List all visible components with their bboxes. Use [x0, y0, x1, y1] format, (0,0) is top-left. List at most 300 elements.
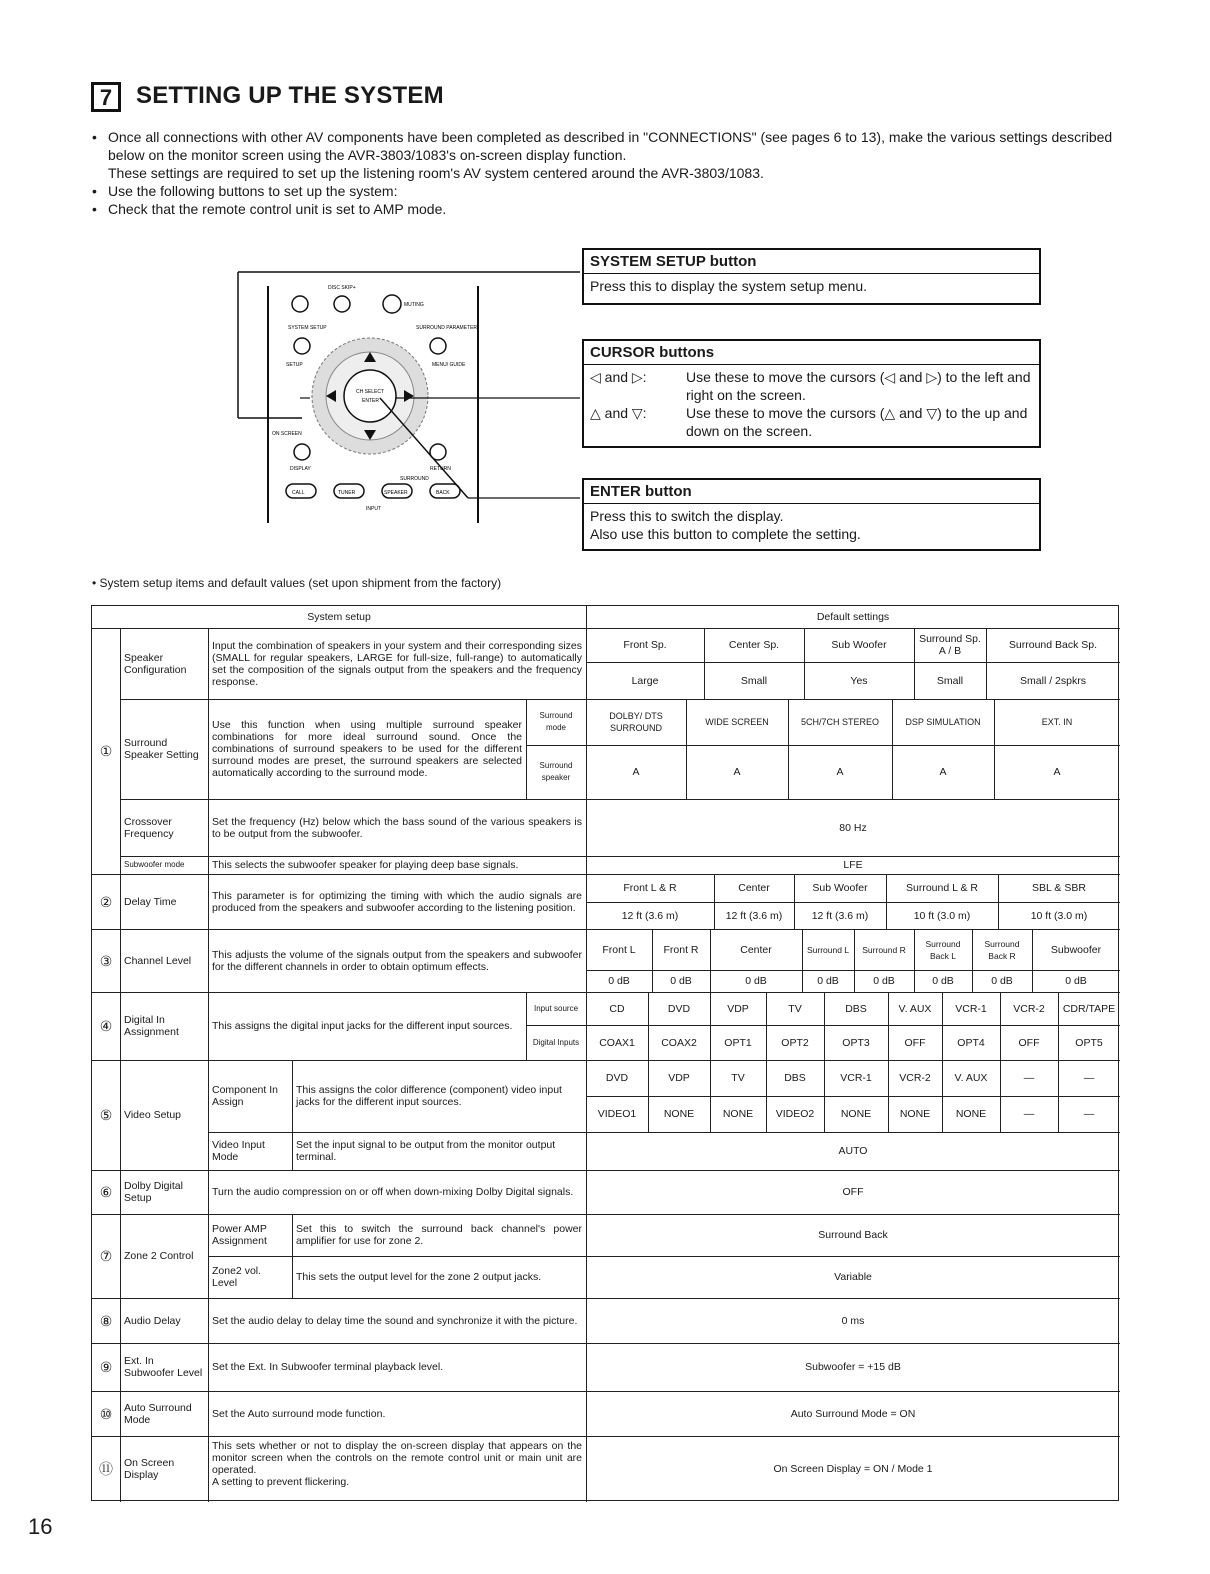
delay-head-2-text: Sub Woofer [812, 882, 868, 894]
digital-source-5-text: V. AUX [898, 1002, 932, 1015]
video-setup-label-text: Video Setup [124, 1109, 182, 1121]
component-in-desc [292, 1060, 586, 1132]
digital-source-4 [824, 992, 888, 1025]
power-amp-desc-text: Set this to switch the surround back channel's power amplifier for use for zone 2. [296, 1223, 582, 1247]
component-in-label [208, 1060, 292, 1132]
channel-level-label-text: Channel Level [124, 954, 192, 967]
bullet-continuation: These settings are required to set up the listening room's AV system centered around the AVR-3803/1083. [108, 165, 764, 181]
component-input-2 [710, 1096, 766, 1132]
on-screen-display-label [120, 1436, 208, 1502]
delay-head-0 [586, 874, 714, 902]
surround-speaker-3 [892, 745, 994, 799]
on-screen-display-desc-note: A setting to prevent flickering. [212, 1476, 350, 1488]
channel-value-7 [1032, 970, 1120, 992]
enter-callout-text-2: Also use this button to complete the setting. [590, 526, 861, 542]
remote-label-surround: SURROUND [400, 476, 429, 482]
digital-in-label-text: Digital In Assignment [124, 1014, 179, 1038]
remote-label-tuner: TUNER [338, 490, 356, 496]
cursor-callout [582, 339, 1041, 448]
row-number-10 [92, 1391, 120, 1436]
digital-source-7-text: VCR-2 [1013, 1002, 1045, 1015]
channel-head-2 [710, 929, 802, 970]
dolby-digital-value-text: OFF [842, 1186, 864, 1198]
remote-label-disc-skip: DISC SKIP+ [328, 285, 356, 291]
component-input-7-text: — [1023, 1108, 1035, 1120]
subwoofer-mode-desc [208, 856, 586, 874]
component-source-3-text: DBS [784, 1072, 806, 1084]
auto-surround-desc-text: Set the Auto surround mode function. [212, 1407, 386, 1420]
component-input-4 [824, 1096, 888, 1132]
speaker-config-value-4-text: Small / 2spkrs [1020, 674, 1086, 687]
dolby-digital-value [586, 1170, 1120, 1214]
cursor-lr-text: Use these to move the cursors (◁ and ▷) to the left and right on the screen. [686, 369, 1031, 403]
component-input-3-text: VIDEO2 [775, 1108, 815, 1120]
delay-head-2 [794, 874, 886, 902]
speaker-config-head-2 [804, 628, 914, 662]
digital-input-2-text: OPT1 [724, 1036, 752, 1049]
speaker-config-head-4-text: Surround Back Sp. [1008, 639, 1098, 651]
delay-value-0-text: 12 ft (3.6 m) [621, 909, 679, 922]
auto-surround-label [120, 1391, 208, 1436]
video-input-mode-label [208, 1132, 292, 1170]
channel-value-7-text: 0 dB [1065, 975, 1087, 987]
digital-source-5 [888, 992, 942, 1025]
digital-input-3-text: OPT2 [781, 1036, 809, 1049]
cursor-ud-text: Use these to move the cursors (△ and ▽) to the up and down on the screen. [686, 405, 1028, 439]
speaker-config-head-0-text: Front Sp. [623, 639, 667, 651]
delay-value-2-text: 12 ft (3.6 m) [811, 909, 869, 922]
channel-head-4-text: Surround R [862, 944, 906, 955]
digital-inputs-label-text: Digital Inputs [532, 1037, 580, 1047]
remote-label-muting: MUTING [404, 302, 424, 308]
channel-level-label [120, 929, 208, 992]
row-number-4 [92, 992, 120, 1060]
row-number-7 [92, 1214, 120, 1298]
channel-value-6-text: 0 dB [991, 975, 1013, 987]
row-number-9-text: ⑨ [99, 1359, 113, 1375]
bullet-item: • Check that the remote control unit is set to AMP mode. [92, 200, 1132, 218]
digital-source-8 [1058, 992, 1120, 1025]
surround-speaker-1 [686, 745, 788, 799]
component-source-1 [648, 1060, 710, 1096]
input-source-label [526, 992, 586, 1025]
dolby-digital-label-text: Dolby Digital Setup [124, 1180, 183, 1204]
digital-input-5 [888, 1025, 942, 1060]
channel-level-desc [208, 929, 586, 992]
row-number-6-text: ⑥ [99, 1184, 113, 1200]
component-input-5 [888, 1096, 942, 1132]
subwoofer-mode-label-text: Subwoofer mode [124, 860, 185, 869]
delay-value-3 [886, 902, 998, 929]
input-source-label-text: Input source [533, 1003, 579, 1013]
remote-label-menu-guide: MENU/ GUIDE [432, 362, 466, 368]
channel-value-0-text: 0 dB [608, 975, 630, 987]
speaker-config-head-3-text: Surround Sp. A / B [919, 633, 981, 657]
component-source-4-text: VCR-1 [840, 1072, 872, 1084]
delay-head-0-text: Front L & R [623, 882, 677, 894]
page-number: 16 [28, 1514, 53, 1539]
crossover-value-text: 80 Hz [839, 821, 867, 834]
component-in-label-text: Component In Assign [212, 1084, 278, 1108]
speaker-config-value-1-text: Small [740, 674, 768, 687]
video-input-mode-value [586, 1132, 1120, 1170]
ext-in-sub-value-text: Subwoofer = +15 dB [805, 1361, 901, 1373]
surround-speaker-sublabel-text: Surround speaker [539, 761, 573, 782]
speaker-config-desc-text: Input the combination of speakers in your system and their corresponding sizes (SMALL for regular speakers, LARGE for full-size, full-range) to automatically set the composition of the signals output from the speakers and the frequency response. [212, 639, 582, 688]
video-input-mode-desc-text: Set the input signal to be output from the monitor output terminal. [296, 1139, 556, 1163]
row-number-7-text: ⑦ [99, 1248, 113, 1264]
surround-mode-4-text: EXT. IN [1041, 717, 1073, 727]
speaker-config-label-text: Speaker Configuration [124, 651, 187, 676]
bullet-item: • Once all connections with other AV components have been completed as described in "CONNECTIONS" (see pages 6 to 13), make the various settings described below on the monitor screen using the AVR-3803/1083's on-screen display function. [92, 128, 1132, 164]
channel-value-6 [972, 970, 1032, 992]
component-input-0-text: VIDEO1 [597, 1108, 637, 1120]
row-number-2 [92, 874, 120, 929]
cursor-callout-title: CURSOR buttons [584, 341, 1039, 365]
on-screen-display-value [586, 1436, 1120, 1502]
channel-value-0 [586, 970, 652, 992]
surround-mode-4 [994, 699, 1120, 745]
surround-mode-1-text: WIDE SCREEN [705, 717, 769, 727]
channel-value-4-text: 0 dB [873, 975, 895, 987]
section-number: 7 [91, 82, 121, 112]
component-input-2-text: NONE [722, 1108, 754, 1120]
ext-in-sub-desc-text: Set the Ext. In Subwoofer terminal playback level. [212, 1361, 444, 1373]
remote-label-enter: ENTER [362, 398, 379, 404]
digital-input-0 [586, 1025, 648, 1060]
surround-speaker-desc [208, 699, 526, 799]
channel-head-5 [914, 929, 972, 970]
digital-input-8-text: OPT5 [1075, 1036, 1103, 1049]
digital-inputs-label [526, 1025, 586, 1060]
remote-label-on-screen: ON SCREEN [272, 431, 302, 437]
component-in-desc-text: This assigns the color difference (component) video input jacks for the different input sources. [296, 1084, 562, 1108]
delay-value-1 [714, 902, 794, 929]
digital-input-3 [766, 1025, 824, 1060]
channel-value-2 [710, 970, 802, 992]
digital-source-3-text: TV [788, 1002, 802, 1015]
surround-speaker-3-text: A [939, 766, 947, 778]
component-source-2 [710, 1060, 766, 1096]
surround-mode-0-text: DOLBY/ DTS SURROUND [609, 711, 663, 733]
header-default-settings-text: Default settings [816, 611, 890, 623]
channel-value-3 [802, 970, 854, 992]
digital-input-5-text: OFF [904, 1036, 926, 1049]
component-input-6-text: NONE [955, 1108, 987, 1120]
on-screen-display-desc [208, 1436, 586, 1502]
delay-value-2 [794, 902, 886, 929]
remote-label-system-setup: SYSTEM SETUP [288, 325, 327, 331]
digital-input-1 [648, 1025, 710, 1060]
speaker-config-value-2 [804, 662, 914, 699]
remote-control-illustration [230, 248, 590, 528]
system-setup-callout [582, 248, 1041, 305]
channel-head-2-text: Center [740, 943, 772, 956]
speaker-config-head-4 [986, 628, 1120, 662]
component-input-7 [1000, 1096, 1058, 1132]
digital-input-8 [1058, 1025, 1120, 1060]
channel-head-7 [1032, 929, 1120, 970]
channel-head-3 [802, 929, 854, 970]
channel-head-4 [854, 929, 914, 970]
digital-source-0-text: CD [609, 1002, 625, 1015]
digital-in-desc [208, 992, 526, 1060]
surround-mode-label-text: Surround mode [539, 711, 573, 732]
subwoofer-mode-label [120, 856, 208, 874]
component-source-1-text: VDP [668, 1072, 690, 1084]
delay-head-1-text: Center [738, 882, 770, 894]
delay-head-3-text: Surround L & R [906, 882, 978, 894]
page-title: SETTING UP THE SYSTEM [136, 82, 444, 109]
channel-head-7-text: Subwoofer [1050, 943, 1102, 956]
component-input-6 [942, 1096, 1000, 1132]
delay-head-1 [714, 874, 794, 902]
speaker-config-value-2-text: Yes [850, 674, 868, 687]
power-amp-label [208, 1214, 292, 1256]
surround-mode-1 [686, 699, 788, 745]
component-input-4-text: NONE [840, 1108, 872, 1120]
digital-source-8-text: CDR/TAPE [1062, 1002, 1116, 1015]
zone2-vol-desc [292, 1256, 586, 1298]
row-number-1-text: ① [99, 743, 113, 759]
component-input-8 [1058, 1096, 1120, 1132]
zone2-vol-value [586, 1256, 1120, 1298]
component-source-7 [1000, 1060, 1058, 1096]
speaker-config-head-2-text: Sub Woofer [831, 639, 887, 651]
audio-delay-value [586, 1298, 1120, 1343]
row-number-5 [92, 1060, 120, 1170]
digital-input-0-text: COAX1 [599, 1036, 635, 1049]
speaker-config-value-0 [586, 662, 704, 699]
zone2-vol-label-text: Zone2 vol. Level [212, 1265, 262, 1289]
zone2-control-label-text: Zone 2 Control [124, 1250, 194, 1262]
channel-level-desc-text: This adjusts the volume of the signals output from the speakers and subwoofer for the different channels in order to obtain optimum effects. [212, 948, 582, 973]
subwoofer-mode-value [586, 856, 1120, 874]
digital-input-7 [1000, 1025, 1058, 1060]
delay-time-label [120, 874, 208, 929]
surround-speaker-label [120, 699, 208, 799]
row-number-1 [92, 628, 120, 874]
speaker-config-head-3 [914, 628, 986, 662]
surround-speaker-4 [994, 745, 1120, 799]
component-input-0 [586, 1096, 648, 1132]
crossover-value [586, 799, 1120, 856]
cursor-lr-key: ◁ and ▷: [590, 369, 647, 385]
speaker-config-value-4 [986, 662, 1120, 699]
ext-in-sub-desc [208, 1343, 586, 1391]
component-source-5-text: VCR-2 [899, 1072, 931, 1084]
digital-source-7 [1000, 992, 1058, 1025]
digital-input-7-text: OFF [1018, 1036, 1040, 1049]
channel-head-0-text: Front L [602, 943, 636, 956]
speaker-config-label [120, 628, 208, 699]
ext-in-sub-value [586, 1343, 1120, 1391]
component-input-1 [648, 1096, 710, 1132]
delay-value-4 [998, 902, 1120, 929]
channel-head-3-text: Surround L [806, 944, 850, 955]
ext-in-sub-label [120, 1343, 208, 1391]
dolby-digital-label [120, 1170, 208, 1214]
channel-value-4 [854, 970, 914, 992]
speaker-config-desc [208, 628, 586, 699]
row-number-11 [92, 1436, 120, 1502]
digital-source-4-text: DBS [845, 1002, 867, 1015]
power-amp-value-text: Surround Back [818, 1229, 888, 1241]
remote-label-setup: SETUP [286, 362, 303, 368]
digital-in-desc-text: This assigns the digital input jacks for the different input sources. [212, 1020, 513, 1032]
power-amp-value [586, 1214, 1120, 1256]
row-number-6 [92, 1170, 120, 1214]
component-source-6-text: V. AUX [954, 1072, 988, 1084]
video-input-mode-label-text: Video Input Mode [212, 1139, 265, 1163]
crossover-label [120, 799, 208, 856]
row-number-5-text: ⑤ [99, 1107, 113, 1123]
table-note: • System setup items and default values (set upon shipment from the factory) [92, 576, 502, 590]
surround-mode-2-text: 5CH/7CH STEREO [800, 717, 880, 727]
row-number-10-text: ⑩ [99, 1405, 113, 1422]
channel-value-2-text: 0 dB [745, 975, 767, 987]
surround-speaker-1-text: A [733, 766, 741, 778]
component-source-3 [766, 1060, 824, 1096]
component-input-8-text: — [1083, 1108, 1095, 1120]
digital-input-2 [710, 1025, 766, 1060]
remote-label-display: DISPLAY [290, 466, 311, 472]
component-source-0-text: DVD [605, 1072, 629, 1084]
component-input-3 [766, 1096, 824, 1132]
enter-callout-title: ENTER button [584, 480, 1039, 504]
delay-time-label-text: Delay Time [124, 895, 177, 908]
surround-mode-0 [586, 699, 686, 745]
delay-value-0 [586, 902, 714, 929]
channel-head-6-text: Surround Back R [984, 938, 1020, 961]
surround-mode-3-text: DSP SIMULATION [905, 717, 981, 727]
dolby-digital-desc-text: Turn the audio compression on or off when down-mixing Dolby Digital signals. [212, 1186, 574, 1198]
speaker-config-value-1 [704, 662, 804, 699]
channel-head-5-text: Surround Back L [925, 938, 961, 961]
speaker-config-value-3-text: Small [936, 674, 964, 687]
speaker-config-head-1-text: Center Sp. [728, 639, 780, 651]
surround-mode-2 [788, 699, 892, 745]
crossover-desc [208, 799, 586, 856]
audio-delay-value-text: 0 ms [841, 1314, 865, 1327]
channel-value-5-text: 0 dB [932, 975, 954, 987]
delay-head-3 [886, 874, 998, 902]
dolby-digital-desc [208, 1170, 586, 1214]
subwoofer-mode-value-text: LFE [843, 859, 863, 871]
auto-surround-desc [208, 1391, 586, 1436]
zone2-vol-value-text: Variable [834, 1271, 872, 1283]
surround-speaker-0 [586, 745, 686, 799]
component-source-7-text: — [1023, 1072, 1035, 1084]
power-amp-label-text: Power AMP Assignment [212, 1223, 267, 1247]
digital-in-label [120, 992, 208, 1060]
audio-delay-label [120, 1298, 208, 1343]
digital-input-4-text: OPT3 [842, 1036, 870, 1049]
on-screen-display-label-text: On Screen Display [124, 1457, 175, 1481]
auto-surround-label-text: Auto Surround Mode [124, 1401, 192, 1426]
on-screen-display-value-text: On Screen Display = ON / Mode 1 [773, 1463, 933, 1475]
bullet-item: • Use the following buttons to set up the system: [92, 182, 1132, 200]
remote-label-call: CALL [292, 490, 305, 496]
cursor-ud-key: △ and ▽: [590, 405, 647, 421]
on-screen-display-desc-text: This sets whether or not to display the on-screen display that appears on the monitor screen when the controls on the remote control unit or main unit are operated. [212, 1440, 582, 1476]
delay-head-4 [998, 874, 1120, 902]
enter-callout-text-1: Press this to switch the display. [590, 508, 784, 524]
crossover-desc-text: Set the frequency (Hz) below which the bass sound of the various speakers is to be output from the subwoofer. [212, 815, 582, 840]
component-input-5-text: NONE [899, 1108, 931, 1120]
remote-label-return: RETURN [430, 466, 451, 472]
surround-mode-label [526, 699, 586, 745]
remote-label-ch-select: CH SELECT [356, 389, 385, 395]
row-number-11-text: ⑪ [99, 1461, 113, 1477]
speaker-config-head-1 [704, 628, 804, 662]
row-number-3 [92, 929, 120, 992]
audio-delay-desc [208, 1298, 586, 1343]
component-source-8 [1058, 1060, 1120, 1096]
row-number-9 [92, 1343, 120, 1391]
row-number-3-text: ③ [99, 952, 113, 969]
enter-callout [582, 478, 1041, 551]
zone2-vol-label [208, 1256, 292, 1298]
digital-source-6-text: VCR-1 [955, 1002, 987, 1015]
remote-label-speaker: SPEAKER [384, 490, 408, 496]
delay-value-1-text: 12 ft (3.6 m) [725, 909, 783, 922]
surround-speaker-0-text: A [632, 766, 640, 778]
digital-source-6 [942, 992, 1000, 1025]
channel-head-0 [586, 929, 652, 970]
channel-value-1 [652, 970, 710, 992]
row-number-4-text: ④ [99, 1018, 113, 1034]
header-default-settings [586, 606, 1120, 628]
audio-delay-desc-text: Set the audio delay to delay time the sound and synchronize it with the picture. [212, 1314, 578, 1327]
channel-head-6 [972, 929, 1032, 970]
surround-speaker-sublabel [526, 745, 586, 799]
digital-source-3 [766, 992, 824, 1025]
channel-head-1-text: Front R [663, 943, 699, 956]
row-number-8 [92, 1298, 120, 1343]
component-source-6 [942, 1060, 1000, 1096]
speaker-config-head-0 [586, 628, 704, 662]
delay-time-desc [208, 874, 586, 929]
video-input-mode-desc [292, 1132, 586, 1170]
component-source-5 [888, 1060, 942, 1096]
surround-speaker-4-text: A [1053, 766, 1061, 778]
digital-input-4 [824, 1025, 888, 1060]
delay-value-3-text: 10 ft (3.0 m) [913, 909, 971, 922]
component-source-8-text: — [1083, 1072, 1095, 1084]
digital-input-6-text: OPT4 [957, 1036, 985, 1049]
component-source-0 [586, 1060, 648, 1096]
channel-value-5 [914, 970, 972, 992]
surround-speaker-2 [788, 745, 892, 799]
digital-source-1 [648, 992, 710, 1025]
zone2-control-label [120, 1214, 208, 1298]
delay-head-4-text: SBL & SBR [1032, 882, 1086, 894]
remote-label-surround-parameter: SURROUND PARAMETER [416, 325, 478, 331]
digital-source-2-text: VDP [727, 1002, 749, 1015]
system-setup-callout-title: SYSTEM SETUP button [584, 250, 1039, 274]
video-setup-label [120, 1060, 208, 1170]
row-number-8-text: ⑧ [99, 1312, 113, 1329]
surround-speaker-label-text: Surround Speaker Setting [124, 737, 199, 761]
audio-delay-label-text: Audio Delay [124, 1314, 181, 1327]
component-source-4 [824, 1060, 888, 1096]
delay-time-desc-text: This parameter is for optimizing the timing with which the audio signals are produced from the speakers and subwoofer according to the listening position. [212, 889, 582, 914]
digital-input-1-text: COAX2 [661, 1036, 697, 1049]
surround-speaker-2-text: A [836, 766, 844, 778]
settings-table [91, 605, 1119, 1501]
power-amp-desc [292, 1214, 586, 1256]
